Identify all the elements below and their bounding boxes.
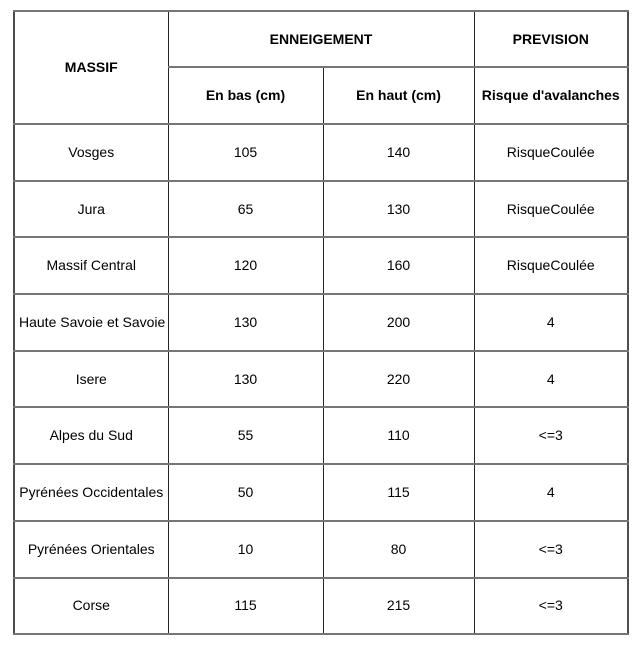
en-bas-cell: 55 bbox=[168, 407, 323, 464]
risque-cell: 4 bbox=[474, 351, 628, 408]
en-bas-cell: 120 bbox=[168, 237, 323, 294]
massif-cell: Haute Savoie et Savoie bbox=[14, 294, 168, 351]
header-en-bas: En bas (cm) bbox=[168, 67, 323, 124]
risque-cell: 4 bbox=[474, 464, 628, 521]
en-haut-cell: 130 bbox=[323, 181, 474, 238]
header-massif: MASSIF bbox=[14, 11, 168, 124]
en-bas-cell: 65 bbox=[168, 181, 323, 238]
en-haut-cell: 160 bbox=[323, 237, 474, 294]
massif-cell: Massif Central bbox=[14, 237, 168, 294]
risque-cell: RisqueCoulée bbox=[474, 124, 628, 181]
en-haut-cell: 215 bbox=[323, 578, 474, 635]
risque-cell: 4 bbox=[474, 294, 628, 351]
avalanche-table bbox=[13, 10, 629, 635]
header-row-top bbox=[14, 11, 628, 67]
massif-cell: Pyrénées Occidentales bbox=[14, 464, 168, 521]
en-haut-cell: 220 bbox=[323, 351, 474, 408]
en-haut-cell: 140 bbox=[323, 124, 474, 181]
risque-cell: RisqueCoulée bbox=[474, 181, 628, 238]
en-haut-cell: 110 bbox=[323, 407, 474, 464]
table-row-alpes-du-sud bbox=[14, 407, 628, 464]
risque-cell: <=3 bbox=[474, 578, 628, 635]
avalanche-table-container bbox=[13, 10, 629, 635]
en-bas-cell: 10 bbox=[168, 521, 323, 578]
table-row-vosges bbox=[14, 124, 628, 181]
header-enneigement: ENNEIGEMENT bbox=[168, 11, 474, 67]
header-prevision: PREVISION bbox=[474, 11, 628, 67]
en-haut-cell: 80 bbox=[323, 521, 474, 578]
massif-cell: Jura bbox=[14, 181, 168, 238]
table-row-isere bbox=[14, 351, 628, 408]
table-row-pyrenees-orientales bbox=[14, 521, 628, 578]
massif-cell: Pyrénées Orientales bbox=[14, 521, 168, 578]
header-en-haut: En haut (cm) bbox=[323, 67, 474, 124]
table-row-haute-savoie bbox=[14, 294, 628, 351]
en-bas-cell: 130 bbox=[168, 351, 323, 408]
table-row-pyrenees-occidentales bbox=[14, 464, 628, 521]
en-haut-cell: 200 bbox=[323, 294, 474, 351]
massif-cell: Isere bbox=[14, 351, 168, 408]
risque-cell: <=3 bbox=[474, 407, 628, 464]
massif-cell: Corse bbox=[14, 578, 168, 635]
header-risque-avalanches: Risque d'avalanches bbox=[474, 67, 628, 124]
table-row-corse bbox=[14, 578, 628, 635]
risque-cell: <=3 bbox=[474, 521, 628, 578]
en-bas-cell: 105 bbox=[168, 124, 323, 181]
en-bas-cell: 130 bbox=[168, 294, 323, 351]
massif-cell: Vosges bbox=[14, 124, 168, 181]
en-haut-cell: 115 bbox=[323, 464, 474, 521]
en-bas-cell: 50 bbox=[168, 464, 323, 521]
massif-cell: Alpes du Sud bbox=[14, 407, 168, 464]
risque-cell: RisqueCoulée bbox=[474, 237, 628, 294]
table-row-massif-central bbox=[14, 237, 628, 294]
table-row-jura bbox=[14, 181, 628, 238]
en-bas-cell: 115 bbox=[168, 578, 323, 635]
